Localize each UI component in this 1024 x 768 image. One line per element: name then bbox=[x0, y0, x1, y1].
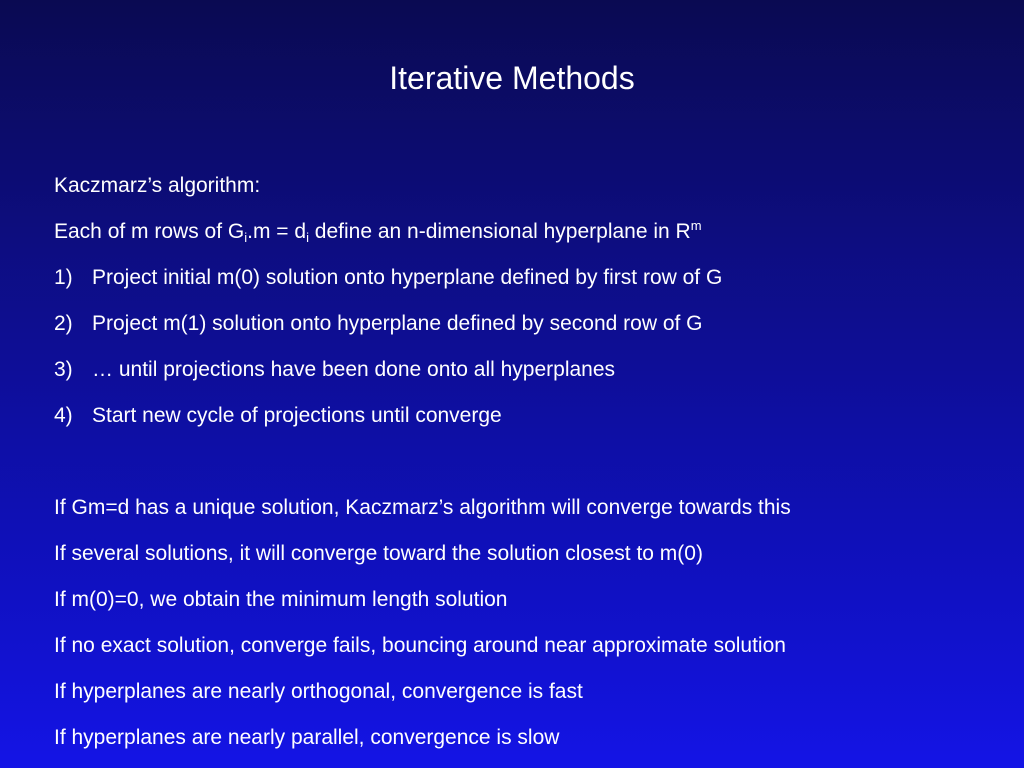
step-text: … until projections have been done onto all hyperplanes bbox=[92, 358, 616, 381]
note-line: If m(0)=0, we obtain the minimum length solution bbox=[54, 588, 508, 611]
intro-text-2: .m = d bbox=[247, 220, 307, 243]
intro-heading: Kaczmarz’s algorithm: bbox=[54, 174, 261, 197]
step-item bbox=[54, 354, 1014, 400]
note-line: If hyperplanes are nearly parallel, convergence is slow bbox=[54, 726, 560, 749]
step-number: 4) bbox=[54, 404, 73, 427]
intro-superscript: m bbox=[690, 218, 702, 233]
section-spacer bbox=[54, 446, 1014, 492]
step-number: 2) bbox=[54, 312, 73, 335]
note-line: If no exact solution, converge fails, bouncing around near approximate solution bbox=[54, 634, 786, 657]
intro-text-3: define an n-dimensional hyperplane in R bbox=[308, 220, 691, 243]
step-number: 1) bbox=[54, 266, 73, 289]
slide-body bbox=[54, 170, 1014, 768]
intro-line bbox=[54, 216, 1014, 262]
note-line: If several solutions, it will converge toward the solution closest to m(0) bbox=[54, 542, 703, 565]
note-line: If Gm=d has a unique solution, Kaczmarz’s algorithm will converge towards this bbox=[54, 496, 791, 519]
step-text: Start new cycle of projections until converge bbox=[92, 404, 502, 427]
step-text: Project m(1) solution onto hyperplane defined by second row of G bbox=[92, 312, 703, 335]
intro-text-1: Each of m rows of G bbox=[54, 220, 245, 243]
intro-subscript-1: i bbox=[244, 230, 248, 245]
step-item bbox=[54, 400, 1014, 446]
step-item bbox=[54, 262, 1014, 308]
step-item bbox=[54, 308, 1014, 354]
note-line: If hyperplanes are nearly orthogonal, convergence is fast bbox=[54, 680, 583, 703]
step-text: Project initial m(0) solution onto hyperplane defined by first row of G bbox=[92, 266, 723, 289]
step-number: 3) bbox=[54, 358, 73, 381]
slide-title: Iterative Methods bbox=[389, 60, 635, 96]
intro-subscript-2: i bbox=[306, 230, 309, 245]
